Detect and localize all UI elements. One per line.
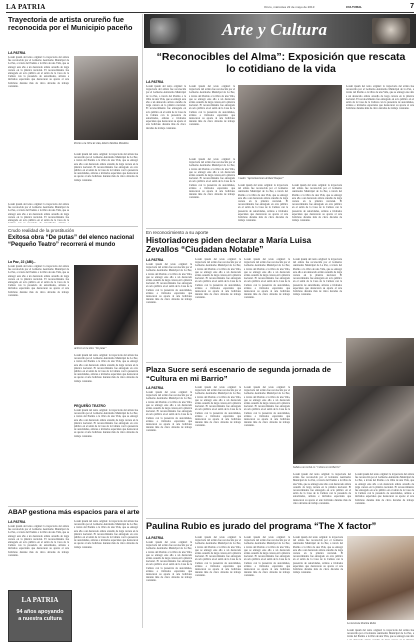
- article5-photo: [293, 386, 414, 464]
- article5-headline: Plaza Sucre será escenario de segunda jornada de “Cultura en mi Barrio”: [146, 365, 332, 383]
- lead-body-col3: Lorem ipsum del texto original: la trayectoria del artista fue reconocida por el Gobierno Autónomo Municipal de La Paz, a través del Premio a la Obra de una Vida, que se entregó este año a un destacado artista orureño de larga carrera en la plástica nacional. El reconocimiento fue entregado en acto público en el salón de la Casa de la Cultura con la presencia de autoridades, artistas e invitados especiales que destacaron su aporte al arte boliviano durante más de cinco décadas de trabajo constante.: [189, 158, 235, 200]
- article2-photo-caption: Actrices en la obra “De putas”: [74, 347, 107, 350]
- lead-photo-caption: Cuadro “Aproximaciones de Raúl Vasquez”: [238, 177, 284, 180]
- article2-photo: [74, 265, 138, 345]
- article3-byline: LA PATRIA: [8, 520, 26, 524]
- banner-title: Arte y Cultura: [222, 20, 328, 39]
- ad-logo: LA PATRIA: [21, 596, 59, 604]
- article3-body-col2: Lorem ipsum del texto original: la trayectoria del artista fue reconocida por el Gobierno Autónomo Municipal de La Paz, a través del Premio a la Obra de una Vida, que se entregó este año a un destacado artista orureño de larga carrera en la plástica nacional. El reconocimiento fue entregado en acto público en el salón de la Casa de la Cultura con la presencia de autoridades, artistas e invitados especiales que destacaron su aporte al arte boliviano durante más de cinco décadas de trabajo constante.: [74, 520, 138, 549]
- article5-photo-caption: Salida a un recital en “Cultura en mi Barrio”: [293, 466, 341, 469]
- article1-body-col1: Lorem ipsum del texto original: la trayectoria del artista fue reconocida por el Gobierno Autónomo Municipal de La Paz, a través del Premio a la Obra de una Vida, que se entregó este año a un destacado artista orureño de larga carrera en la plástica nacional. El reconocimiento fue entregado en acto público en el salón de la Casa de la Cultura con la presencia de autoridades, artistas e invitados especiales que destacaron su aporte al arte boliviano durante más de cinco décadas de trabajo constante.: [8, 56, 69, 88]
- article5-body-col2: Lorem ipsum del texto original: la trayectoria del artista fue reconocida por el Gobierno Autónomo Municipal de La Paz, a través del Premio a la Obra de una Vida, que se entregó este año a un destacado artista orureño de larga carrera en la plástica nacional. El reconocimiento fue entregado en acto público en el salón de la Casa de la Cultura con la presencia de autoridades, artistas e invitados especiales que destacaron su aporte al arte boliviano durante más de cinco décadas de trabajo constante.: [195, 386, 241, 428]
- promo-ad: [8, 590, 72, 642]
- section-banner: [144, 14, 416, 48]
- article6-body-col1: Lorem ipsum del texto original: la trayectoria del artista fue reconocida por el Gobierno Autónomo Municipal de La Paz, a través del Premio a la Obra de una Vida, que se entregó este año a un destacado artista orureño de larga carrera en la plástica nacional. El reconocimiento fue entregado en acto público en el salón de la Casa de la Cultura con la presencia de autoridades, artistas e invitados especiales que destacaron su aporte al arte boliviano durante más de cinco décadas de trabajo constante.: [146, 541, 192, 583]
- side-photo: [346, 338, 414, 390]
- article1-byline: LA PATRIA: [8, 51, 26, 55]
- article4-byline: LA PATRIA: [146, 258, 164, 262]
- article2-byline: La Paz, 22 (ABI).-: [8, 260, 36, 264]
- article5-byline: LA PATRIA: [146, 386, 164, 390]
- right-column: [144, 14, 416, 639]
- article4-body-col3: Lorem ipsum del texto original: la trayectoria del artista fue reconocida por el Gobierno Autónomo Municipal de La Paz, a través del Premio a la Obra de una Vida, que se entregó este año a un destacado artista orureño de larga carrera en la plástica nacional. El reconocimiento fue entregado en acto público en el salón de la Casa de la Cultura con la presencia de autoridades, artistas e invitados especiales que destacaron su aporte al arte boliviano durante más de cinco décadas de trabajo constante.: [244, 258, 290, 300]
- lead-headline: “Reconocibles del Alma”: Exposición que rescata lo cotidiano de la vida: [156, 51, 406, 75]
- article4-headline: Historiadores piden declarar a María Luisa Zevallos “Ciudadana Notable”: [146, 236, 312, 255]
- banner-figures: [150, 18, 186, 44]
- divider: [146, 228, 342, 229]
- divider: [8, 226, 138, 227]
- article4-kicker: En reconocimiento a su aporte: [146, 230, 209, 235]
- lead-body-col6: Lorem ipsum del texto original: la trayectoria del artista fue reconocida por el Gobierno Autónomo Municipal de La Paz, a través del Premio a la Obra de una Vida, que se entregó este año a un destacado artista orureño de larga carrera en la plástica nacional. El reconocimiento fue entregado en acto público en el salón de la Casa de la Cultura con la presencia de autoridades, artistas e invitados especiales que destacaron su aporte al arte boliviano durante más de cinco décadas de trabajo constante.: [346, 85, 414, 111]
- article6-body-col3: Lorem ipsum del texto original: la trayectoria del artista fue reconocida por el Gobierno Autónomo Municipal de La Paz, a través del Premio a la Obra de una Vida, que se entregó este año a un destacado artista orureño de larga carrera en la plástica nacional. El reconocimiento fue entregado en acto público en el salón de la Casa de la Cultura con la presencia de autoridades, artistas e invitados especiales que destacaron su aporte al arte boliviano durante más de cinco décadas de trabajo constante.: [244, 536, 290, 578]
- article2-headline: Exitosa obra “De putas” del elenco nacional “Pequeño Teatro” recorrerá el mundo: [8, 235, 135, 248]
- article4-body-col4: Lorem ipsum del texto original: la trayectoria del artista fue reconocida por el Gobierno Autónomo Municipal de La Paz, a través del Premio a la Obra de una Vida, que se entregó este año a un destacado artista orureño de larga carrera en la plástica nacional. El reconocimiento fue entregado en acto público en el salón de la Casa de la Cultura con la presencia de autoridades, artistas e invitados especiales que destacaron su aporte al arte boliviano durante más de cinco décadas de trabajo constante.: [293, 258, 342, 297]
- article2-body-col1: Lorem ipsum del texto original: la trayectoria del artista fue reconocida por el Gobierno Autónomo Municipal de La Paz, a través del Premio a la Obra de una Vida, que se entregó este año a un destacado artista orureño de larga carrera en la plástica nacional. El reconocimiento fue entregado en acto público en el salón de la Casa de la Cultura con la presencia de autoridades, artistas e invitados especiales que destacaron su aporte al arte boliviano durante más de cinco décadas de trabajo constante.: [8, 265, 69, 297]
- masthead-page-number: 7: [410, 3, 414, 10]
- masthead-date: Oruro, miércoles 22 de mayo de 2013: [264, 5, 315, 9]
- article1-photo: [74, 56, 138, 140]
- article6-photo-caption: La mexicana Paulina Rubio: [347, 622, 377, 625]
- lead-photo: [238, 85, 342, 175]
- lead-body-col2: Lorem ipsum del texto original: la trayectoria del artista fue reconocida por el Gobierno Autónomo Municipal de La Paz, a través del Premio a la Obra de una Vida, que se entregó este año a un destacado artista orureño de larga carrera en la plástica nacional. El reconocimiento fue entregado en acto público en el salón de la Casa de la Cultura con la presencia de autoridades, artistas e invitados especiales que destacaron su aporte al arte boliviano durante más de cinco décadas de trabajo constante.: [189, 85, 235, 127]
- article4-body-col1: Lorem ipsum del texto original: la trayectoria del artista fue reconocida por el Gobierno Autónomo Municipal de La Paz, a través del Premio a la Obra de una Vida, que se entregó este año a un destacado artista orureño de larga carrera en la plástica nacional. El reconocimiento fue entregado en acto público en el salón de la Casa de la Cultura con la presencia de autoridades, artistas e invitados especiales que destacaron su aporte al arte boliviano durante más de cinco décadas de trabajo constante.: [146, 263, 192, 305]
- article4-body-col2: Lorem ipsum del texto original: la trayectoria del artista fue reconocida por el Gobierno Autónomo Municipal de La Paz, a través del Premio a la Obra de una Vida, que se entregó este año a un destacado artista orureño de larga carrera en la plástica nacional. El reconocimiento fue entregado en acto público en el salón de la Casa de la Cultura con la presencia de autoridades, artistas e invitados especiales que destacaron su aporte al arte boliviano durante más de cinco décadas de trabajo constante.: [195, 258, 241, 300]
- column-divider: [142, 14, 143, 628]
- article5-body-col1: Lorem ipsum del texto original: la trayectoria del artista fue reconocida por el Gobierno Autónomo Municipal de La Paz, a través del Premio a la Obra de una Vida, que se entregó este año a un destacado artista orureño de larga carrera en la plástica nacional. El reconocimiento fue entregado en acto público en el salón de la Casa de la Cultura con la presencia de autoridades, artistas e invitados especiales que destacaron su aporte al arte boliviano durante más de cinco décadas de trabajo constante.: [146, 391, 192, 433]
- article5-body-col5: Lorem ipsum del texto original: la trayectoria del artista fue reconocida por el Gobierno Autónomo Municipal de La Paz, a través del Premio a la Obra de una Vida, que se entregó este año a un destacado artista orureño de larga carrera en la plástica nacional. El reconocimiento fue entregado en acto público en el salón de la Casa de la Cultura con la presencia de autoridades, artistas e invitados especiales que destacaron su aporte al arte boliviano durante más de cinco décadas de trabajo constante.: [355, 473, 414, 505]
- article3-headline: ABAP gestiona más espacios para el arte: [8, 509, 140, 516]
- masthead-section: CULTURAL: [346, 5, 363, 9]
- article1-headline: Trayectoria de artista orureño fue reconocida por el Municipio paceño: [8, 15, 133, 33]
- article5-body-col4: Lorem ipsum del texto original: la trayectoria del artista fue reconocida por el Gobierno Autónomo Municipal de La Paz, a través del Premio a la Obra de una Vida, que se entregó este año a un destacado artista orureño de larga carrera en la plástica nacional. El reconocimiento fue entregado en acto público en el salón de la Casa de la Cultura con la presencia de autoridades, artistas e invitados especiales que destacaron su aporte al arte boliviano durante más de cinco décadas de trabajo constante.: [293, 473, 351, 505]
- divider: [8, 506, 138, 507]
- lead-byline: LA PATRIA: [146, 80, 164, 84]
- article6-byline: LA PATRIA: [146, 536, 164, 540]
- ad-line2: a nuestra cultura: [18, 616, 62, 622]
- divider: [146, 518, 414, 519]
- lead-body-col4: Lorem ipsum del texto original: la trayectoria del artista fue reconocida por el Gobierno Autónomo Municipal de La Paz, a través del Premio a la Obra de una Vida, que se entregó este año a un destacado artista orureño de larga carrera en la plástica nacional. El reconocimiento fue entregado en acto público en el salón de la Casa de la Cultura con la presencia de autoridades, artistas e invitados especiales que destacaron su aporte al arte boliviano durante más de cinco décadas de trabajo constante.: [238, 184, 288, 223]
- banner-mask-art: [372, 18, 410, 44]
- article5-body-col3: Lorem ipsum del texto original: la trayectoria del artista fue reconocida por el Gobierno Autónomo Municipal de La Paz, a través del Premio a la Obra de una Vida, que se entregó este año a un destacado artista orureño de larga carrera en la plástica nacional. El reconocimiento fue entregado en acto público en el salón de la Casa de la Cultura con la presencia de autoridades, artistas e invitados especiales que destacaron su aporte al arte boliviano durante más de cinco décadas de trabajo constante.: [244, 386, 290, 428]
- article2-body-col2b: Lorem ipsum del texto original: la trayectoria del artista fue reconocida por el Gobierno Autónomo Municipal de La Paz, a través del Premio a la Obra de una Vida, que se entregó este año a un destacado artista orureño de larga carrera en la plástica nacional. El reconocimiento fue entregado en acto público en el salón de la Casa de la Cultura con la presencia de autoridades, artistas e invitados especiales que destacaron su aporte al arte boliviano durante más de cinco décadas de trabajo constante.: [74, 409, 138, 438]
- article6-body-col2: Lorem ipsum del texto original: la trayectoria del artista fue reconocida por el Gobierno Autónomo Municipal de La Paz, a través del Premio a la Obra de una Vida, que se entregó este año a un destacado artista orureño de larga carrera en la plástica nacional. El reconocimiento fue entregado en acto público en el salón de la Casa de la Cultura con la presencia de autoridades, artistas e invitados especiales que destacaron su aporte al arte boliviano durante más de cinco décadas de trabajo constante.: [195, 536, 241, 578]
- article6-body-col5: Lorem ipsum del texto original: la trayectoria del artista fue reconocida por el Gobierno Autónomo Municipal de La Paz, a través del Premio a la Obra de una Vida, que se entregó este año: [347, 629, 414, 639]
- article1-photo-caption: Premio a la Obra de vida, Alberto Medina Mendieta: [74, 142, 129, 145]
- divider: [146, 362, 342, 363]
- article2-body-col2: Lorem ipsum del texto original: la trayectoria del artista fue reconocida por el Gobierno Autónomo Municipal de La Paz, a través del Premio a la Obra de una Vida, que se entregó este año a un destacado artista orureño de larga carrera en la plástica nacional. El reconocimiento fue entregado en acto público en el salón de la Casa de la Cultura con la presencia de autoridades, artistas e invitados especiales que destacaron su aporte al arte boliviano durante más de cinco décadas de trabajo constante.: [74, 354, 138, 383]
- lead-body-col1: Lorem ipsum del texto original: la trayectoria del artista fue reconocida por el Gobierno Autónomo Municipal de La Paz, a través del Premio a la Obra de una Vida, que se entregó este año a un destacado artista orureño de larga carrera en la plástica nacional. El reconocimiento fue entregado en acto público en el salón de la Casa de la Cultura con la presencia de autoridades, artistas e invitados especiales que destacaron su aporte al arte boliviano durante más de cinco décadas de trabajo constante.: [146, 85, 186, 130]
- article2-subhead: PEQUEÑO TEATRO: [74, 404, 106, 408]
- left-column: [6, 14, 140, 628]
- article6-headline: Paulina Rubio es jurado del programa “The X factor”: [146, 521, 377, 531]
- masthead-logo: LA PATRIA: [6, 3, 46, 11]
- article2-kicker: Crudo realidad de la prostitución: [8, 228, 75, 233]
- article1-body-col1b: Lorem ipsum del texto original: la trayectoria del artista fue reconocida por el Gobierno Autónomo Municipal de La Paz, a través del Premio a la Obra de una Vida, que se entregó este año a un destacado artista orureño de larga carrera en la plástica nacional. El reconocimiento fue entregado en acto público en el salón de la Casa de la: [8, 203, 69, 223]
- ad-line1: 94 años apoyando: [16, 609, 64, 615]
- article6-body-col4: Lorem ipsum del texto original: la trayectoria del artista fue reconocida por el Gobierno Autónomo Municipal de La Paz, a través del Premio a la Obra de una Vida, que se entregó este año a un destacado artista orureño de larga carrera en la plástica nacional. El reconocimiento fue entregado en acto público en el salón de la Casa de la Cultura con la presencia de autoridades, artistas e invitados especiales que destacaron su aporte al arte boliviano durante más de cinco décadas de trabajo constante.: [293, 536, 343, 575]
- masthead: [6, 3, 414, 13]
- lead-body-col5: Lorem ipsum del texto original: la trayectoria del artista fue reconocida por el Gobierno Autónomo Municipal de La Paz, a través del Premio a la Obra de una Vida, que se entregó este año a un destacado artista orureño de larga carrera en la plástica nacional. El reconocimiento fue entregado en acto público en el salón de la Casa de la Cultura con la presencia de autoridades, artistas e invitados especiales que destacaron su aporte al arte boliviano durante más de cinco décadas de trabajo constante.: [292, 184, 342, 223]
- article6-photo: [347, 536, 414, 620]
- article1-body-col2: Lorem ipsum del texto original: la trayectoria del artista fue reconocida por el Gobierno Autónomo Municipal de La Paz, a través del Premio a la Obra de una Vida, que se entregó este año a un destacado artista orureño de larga carrera en la plástica nacional. El reconocimiento fue entregado en acto público en el salón de la Casa de la Cultura con la presencia de autoridades, artistas e invitados especiales que destacaron su aporte al arte boliviano durante más de cinco décadas de trabajo constante.: [74, 153, 138, 182]
- article3-body-col1: Lorem ipsum del texto original: la trayectoria del artista fue reconocida por el Gobierno Autónomo Municipal de La Paz, a través del Premio a la Obra de una Vida, que se entregó este año a un destacado artista orureño de larga carrera en la plástica nacional. El reconocimiento fue entregado en acto público en el salón de la Casa de la Cultura con la presencia de autoridades, artistas e invitados especiales que destacaron su aporte al arte boliviano durante más de cinco décadas de trabajo constante.: [8, 525, 69, 557]
